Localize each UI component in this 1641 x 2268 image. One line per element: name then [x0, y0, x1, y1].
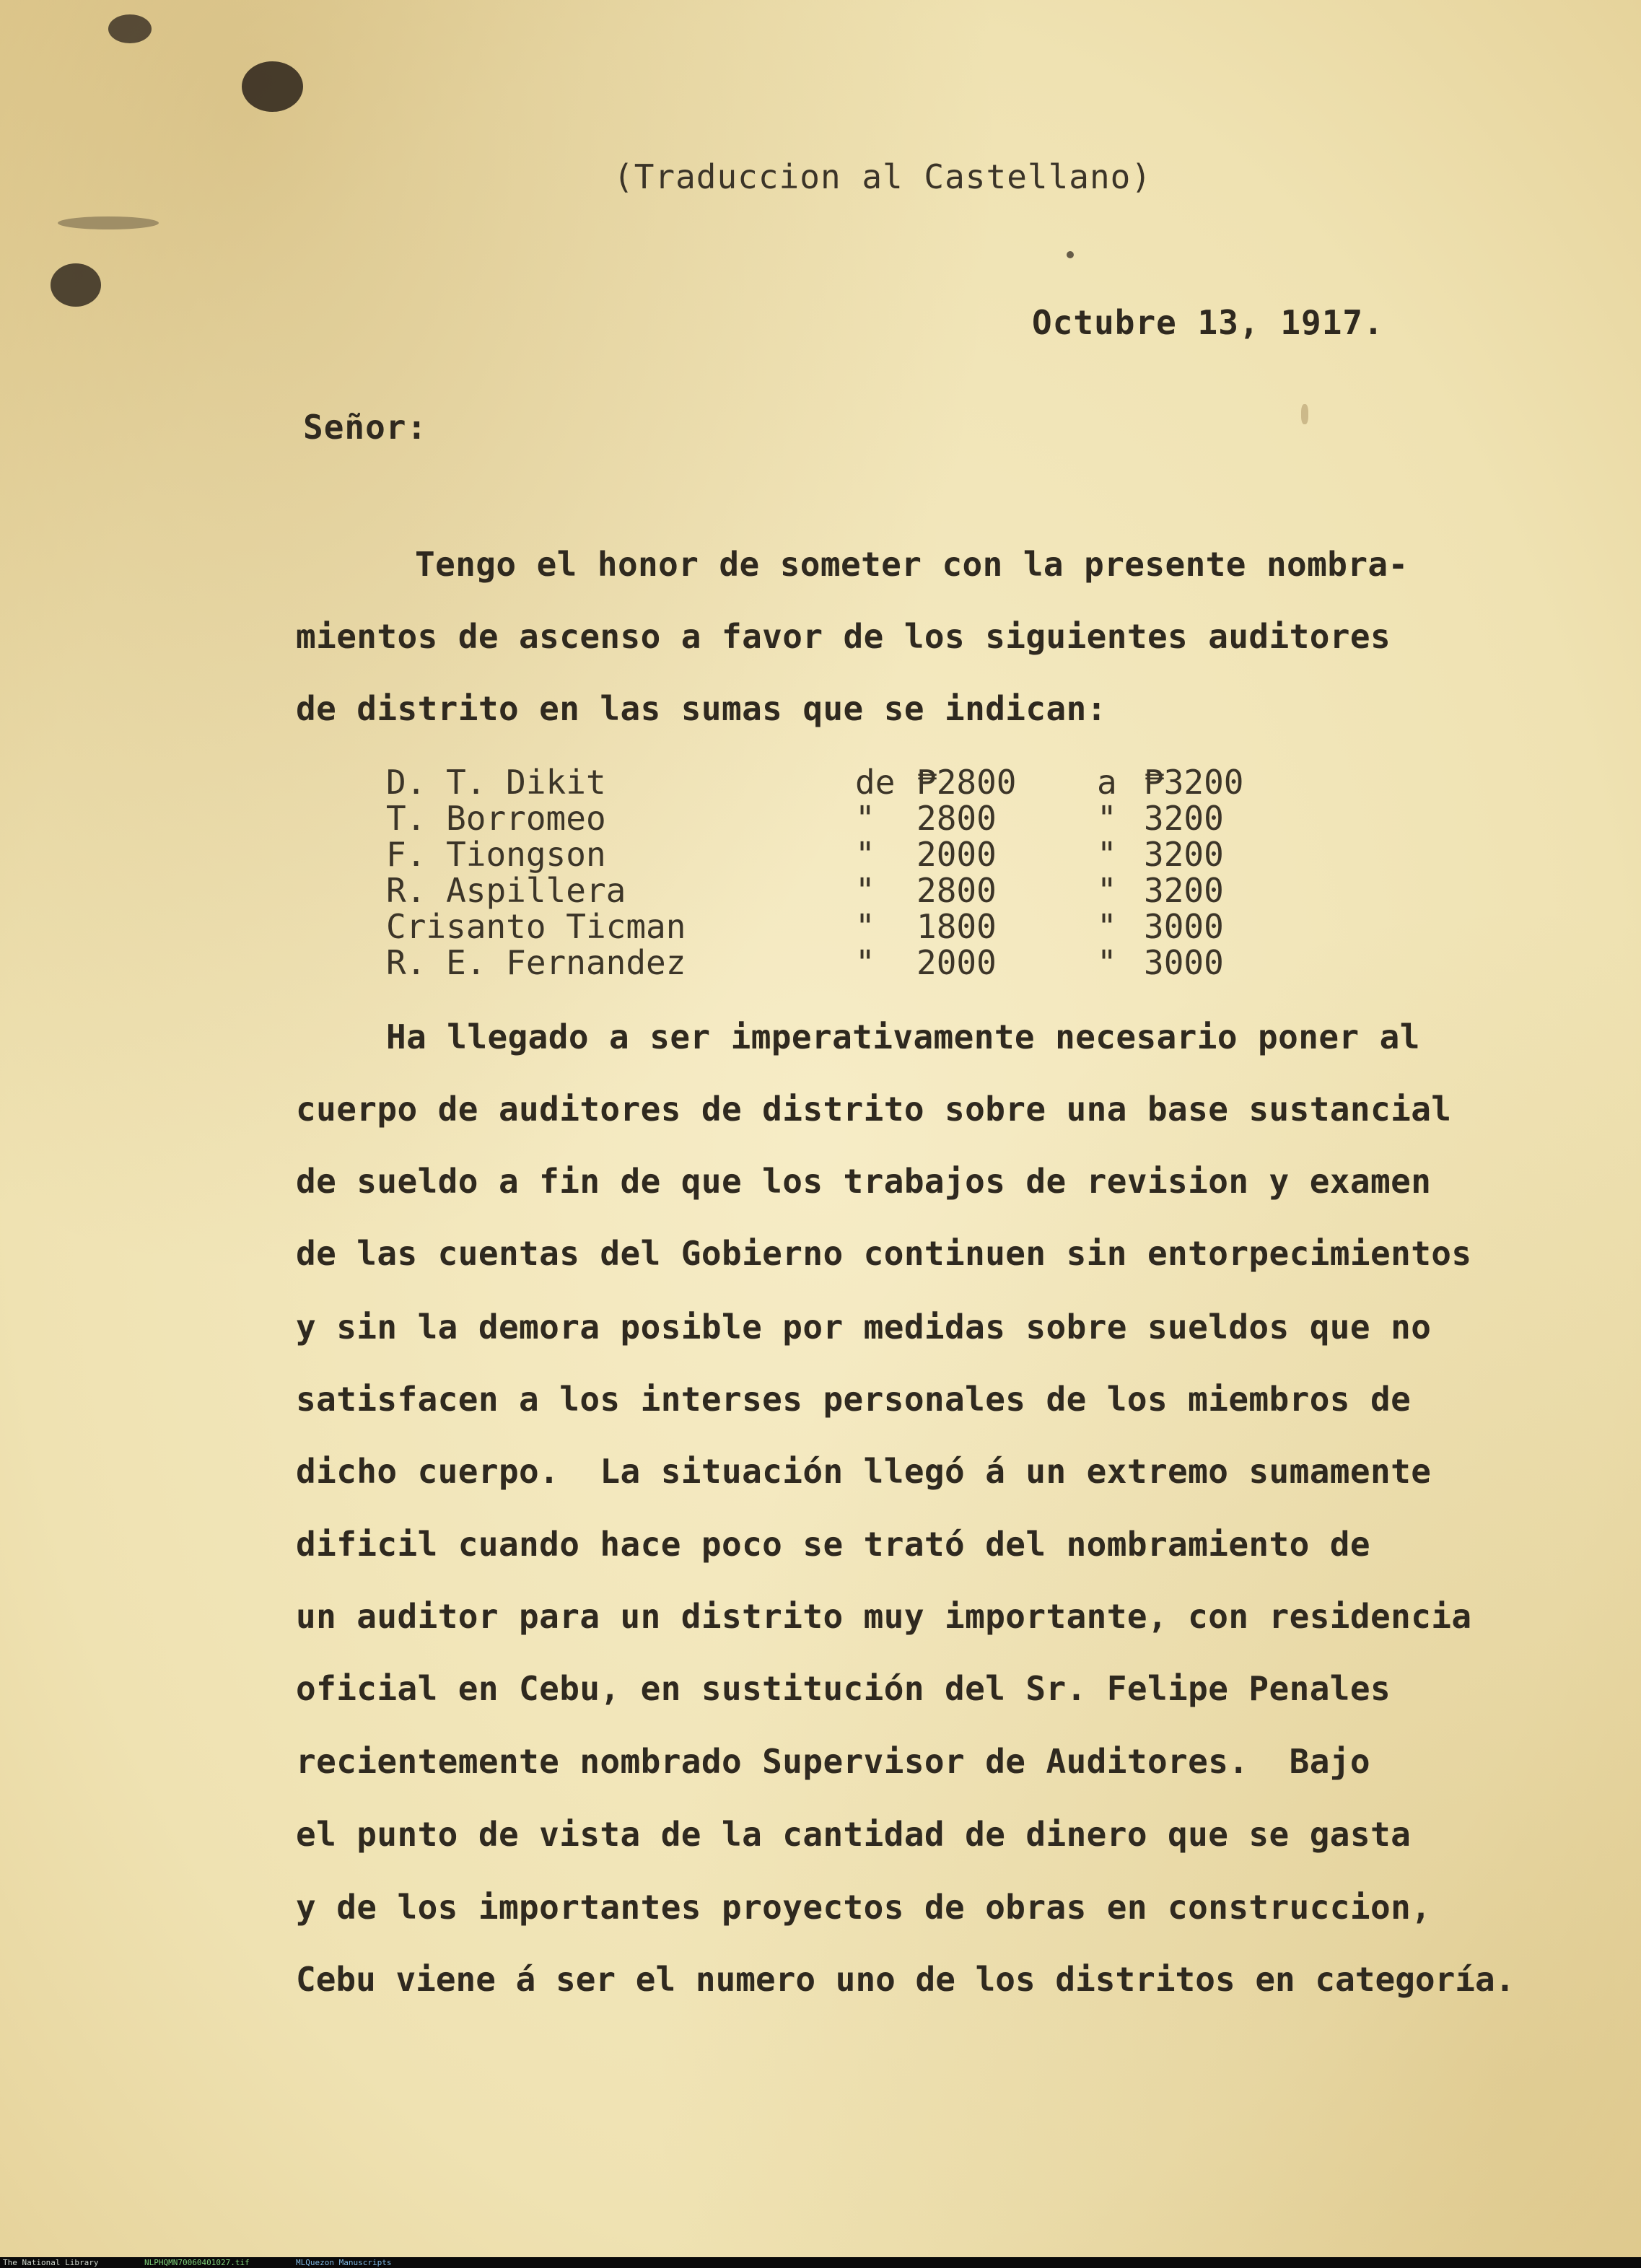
ink-blot-top-left: [108, 14, 152, 43]
auditor-name: T. Borromeo: [386, 799, 606, 838]
footer-library: The National Library: [3, 2258, 99, 2267]
footer-collection: MLQuezon Manuscripts: [296, 2258, 392, 2267]
intro-line: Tengo el honor de someter con la presente nombra-: [415, 545, 1409, 584]
salary-from: 2800: [916, 871, 997, 910]
ink-dot-center: [1067, 251, 1074, 258]
intro-line: mientos de ascenso a favor de los siguientes auditores: [296, 617, 1391, 656]
from-marker: ": [855, 871, 875, 910]
salary-to: 3200: [1144, 799, 1224, 838]
body-line: Ha llegado a ser imperativamente necesario poner al: [386, 1017, 1420, 1056]
body-line: dificil cuando hace poco se trató del nombramiento de: [296, 1525, 1370, 1564]
intro-line: de distrito en las sumas que se indican:: [296, 689, 1107, 728]
promotion-row: [386, 835, 1274, 874]
ink-blot-left: [51, 263, 101, 307]
to-marker: a: [1097, 763, 1117, 802]
auditor-name: R. Aspillera: [386, 871, 626, 910]
ink-smudge-left: [58, 216, 159, 229]
promotion-row: [386, 943, 1274, 982]
to-marker: ": [1097, 943, 1117, 982]
promotion-row: [386, 799, 1274, 838]
body-line: satisfacen a los interses personales de los miembros de: [296, 1380, 1412, 1419]
body-line: recientemente nombrado Supervisor de Auditores. Bajo: [296, 1742, 1370, 1781]
ink-blot-top: [242, 61, 303, 112]
salutation: Señor:: [303, 408, 428, 447]
auditor-name: D. T. Dikit: [386, 763, 606, 802]
salary-to: 3200: [1144, 871, 1224, 910]
archive-footer: [0, 2257, 1641, 2268]
body-line: de sueldo a fin de que los trabajos de revision y examen: [296, 1162, 1432, 1201]
body-line: dicho cuerpo. La situación llegó á un extremo sumamente: [296, 1452, 1432, 1491]
promotion-row: [386, 763, 1274, 802]
from-marker: ": [855, 907, 875, 946]
body-line: el punto de vista de la cantidad de dinero que se gasta: [296, 1815, 1412, 1854]
document-heading: (Traduccion al Castellano): [613, 157, 1152, 196]
auditor-name: Crisanto Ticman: [386, 907, 686, 946]
footer-file: NLPHQMN70060401027.tif: [144, 2258, 250, 2267]
body-line: de las cuentas del Gobierno continuen sin entorpecimientos: [296, 1234, 1472, 1273]
auditor-name: F. Tiongson: [386, 835, 606, 874]
salary-to: 3200: [1144, 835, 1224, 874]
from-marker: de: [855, 763, 896, 802]
to-marker: ": [1097, 835, 1117, 874]
body-line: Cebu viene á ser el numero uno de los distritos en categoría.: [296, 1960, 1515, 1999]
salary-to: ₱3200: [1144, 763, 1244, 802]
promotion-row: [386, 907, 1274, 946]
salary-to: 3000: [1144, 943, 1224, 982]
to-marker: ": [1097, 907, 1117, 946]
to-marker: ": [1097, 799, 1117, 838]
from-marker: ": [855, 943, 875, 982]
from-marker: ": [855, 799, 875, 838]
salary-from: ₱2800: [916, 763, 1017, 802]
salary-to: 3000: [1144, 907, 1224, 946]
to-marker: ": [1097, 871, 1117, 910]
salary-from: 2000: [916, 835, 997, 874]
salary-from: 2800: [916, 799, 997, 838]
salary-from: 2000: [916, 943, 997, 982]
body-line: un auditor para un distrito muy importante, con residencia: [296, 1597, 1472, 1636]
salary-from: 1800: [916, 907, 997, 946]
body-line: y de los importantes proyectos de obras en construccion,: [296, 1888, 1432, 1927]
body-line: cuerpo de auditores de distrito sobre una base sustancial: [296, 1090, 1452, 1129]
from-marker: ": [855, 835, 875, 874]
promotion-row: [386, 871, 1274, 910]
ink-dot-right: [1301, 404, 1308, 424]
letter-date: Octubre 13, 1917.: [1032, 303, 1384, 342]
body-line: y sin la demora posible por medidas sobre sueldos que no: [296, 1308, 1432, 1347]
auditor-name: R. E. Fernandez: [386, 943, 686, 982]
body-line: oficial en Cebu, en sustitución del Sr. Felipe Penales: [296, 1669, 1391, 1708]
